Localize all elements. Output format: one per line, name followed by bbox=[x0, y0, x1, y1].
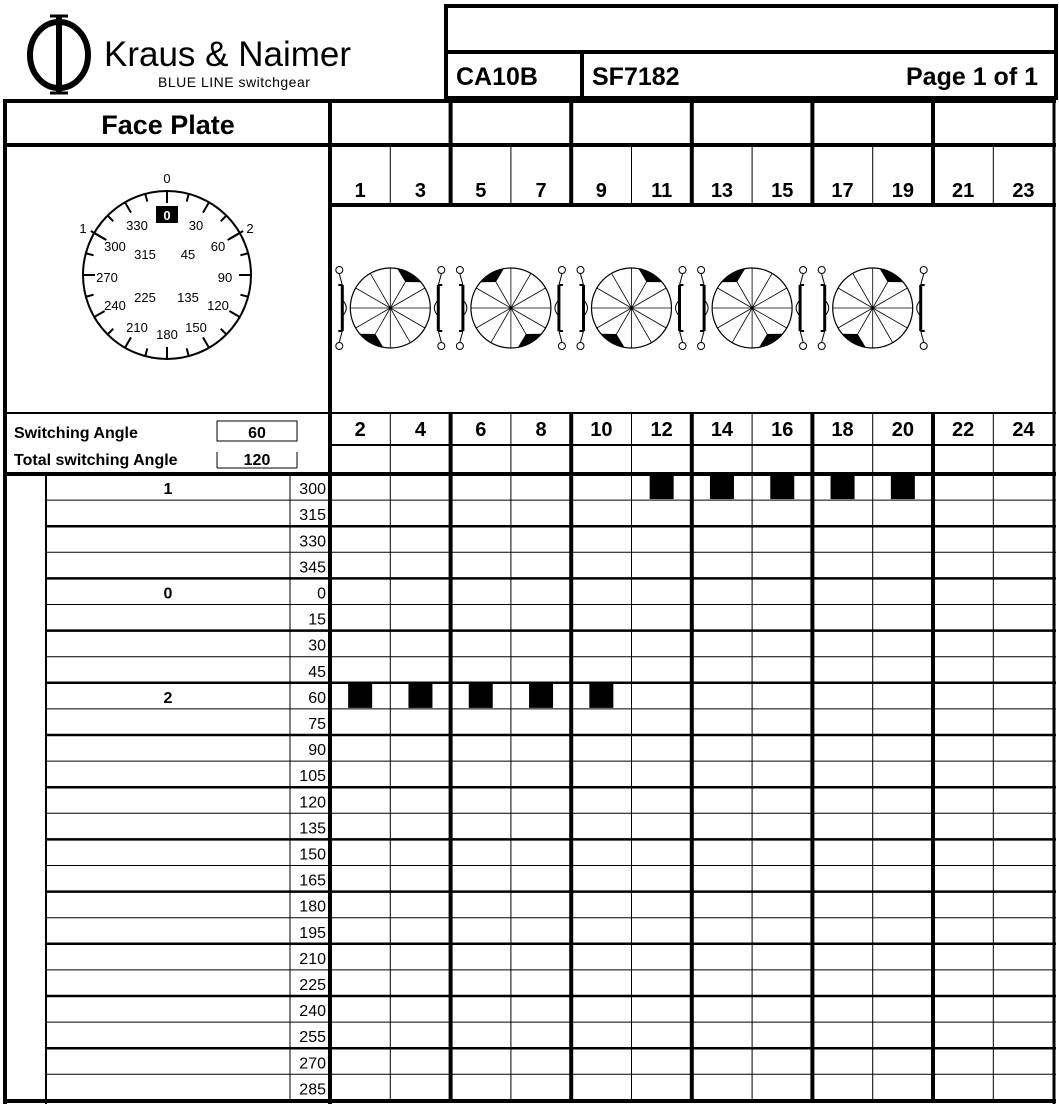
terminal-bottom-6: 6 bbox=[475, 419, 487, 441]
dial-angle-30: 30 bbox=[188, 218, 204, 233]
terminal-bottom-16: 16 bbox=[771, 419, 794, 441]
dial-angle-60: 60 bbox=[210, 239, 226, 254]
dial-position-2: 2 bbox=[246, 221, 254, 236]
terminal-ring bbox=[800, 267, 807, 274]
contact-lead bbox=[822, 274, 825, 285]
header bbox=[0, 0, 1059, 100]
cam-spoke bbox=[632, 308, 667, 328]
terminal-ring bbox=[698, 267, 705, 274]
cam-spoke bbox=[597, 288, 632, 308]
cam-spoke bbox=[356, 288, 391, 308]
terminal-top-19: 19 bbox=[891, 180, 914, 202]
cam-spoke bbox=[717, 288, 752, 308]
face-plate-dial bbox=[79, 171, 253, 359]
contact-lead bbox=[921, 274, 924, 285]
model-number: CA10B bbox=[456, 63, 538, 91]
terminal-top-1: 1 bbox=[354, 180, 366, 202]
total-switching-angle-label: Total switching Angle bbox=[14, 452, 178, 469]
contact-diagram-1 bbox=[336, 267, 445, 350]
cam-spoke bbox=[732, 308, 752, 343]
cam-spoke bbox=[511, 288, 546, 308]
closed-contact-mark-60-col-1 bbox=[348, 684, 372, 708]
dial-tick bbox=[221, 216, 227, 222]
switching-angle-label: Switching Angle bbox=[14, 425, 138, 442]
dial-position-labels bbox=[79, 171, 253, 236]
dial-angle-330: 330 bbox=[126, 218, 148, 233]
dial-tick bbox=[203, 202, 209, 212]
cam-notch bbox=[721, 269, 745, 283]
cam-spoke bbox=[632, 308, 652, 343]
row-angle-0: 0 bbox=[317, 585, 326, 603]
contact-lead bbox=[559, 331, 562, 342]
contact-diagram-4 bbox=[698, 267, 807, 350]
terminal-top-3: 3 bbox=[414, 180, 427, 202]
row-angle-15: 15 bbox=[308, 611, 326, 629]
closed-contact-mark-60-col-3 bbox=[408, 684, 432, 708]
row-angle-270: 270 bbox=[299, 1055, 326, 1073]
cam-notch bbox=[601, 334, 625, 348]
contact-lead bbox=[581, 331, 584, 342]
terminal-ring bbox=[698, 343, 705, 350]
cam-spoke bbox=[390, 308, 425, 328]
closed-contact-mark-60-col-5 bbox=[469, 684, 493, 708]
terminal-ring bbox=[679, 343, 686, 350]
contact-lead bbox=[339, 331, 342, 342]
dial-tick bbox=[221, 329, 227, 335]
dial-angle-150: 150 bbox=[185, 320, 207, 335]
terminal-bottom-10: 10 bbox=[590, 419, 613, 441]
row-angle-255: 255 bbox=[299, 1029, 326, 1047]
cam-spoke bbox=[873, 308, 908, 328]
terminal-ring bbox=[920, 267, 927, 274]
dial-angle-45: 45 bbox=[180, 247, 196, 262]
row-angle-45: 45 bbox=[308, 663, 326, 681]
closed-contact-mark-300-col-13 bbox=[710, 475, 734, 499]
contact-lead bbox=[800, 331, 803, 342]
dial-tick bbox=[203, 337, 209, 347]
row-angle-315: 315 bbox=[299, 507, 326, 525]
row-position-2: 2 bbox=[163, 689, 173, 707]
dial-angle-210: 210 bbox=[126, 320, 148, 335]
cam-notch bbox=[759, 334, 783, 348]
row-angle-180: 180 bbox=[299, 898, 326, 916]
row-position-0: 0 bbox=[163, 585, 173, 603]
contact-lead bbox=[680, 274, 683, 285]
row-angle-120: 120 bbox=[299, 794, 326, 812]
frame bbox=[3, 101, 1056, 1104]
cam-spoke bbox=[511, 308, 546, 328]
closed-contact-mark-300-col-11 bbox=[650, 475, 674, 499]
cam-spoke bbox=[491, 308, 511, 343]
contact-lead bbox=[438, 274, 441, 285]
contact-lead bbox=[438, 331, 441, 342]
cam-notch bbox=[480, 269, 504, 283]
cam-notch bbox=[842, 334, 866, 348]
row-angle-300: 300 bbox=[299, 481, 326, 499]
row-angle-345: 345 bbox=[299, 559, 326, 577]
terminal-ring bbox=[456, 267, 463, 274]
cam-spoke bbox=[752, 273, 772, 308]
terminal-top-15: 15 bbox=[771, 180, 794, 202]
dial-tick bbox=[86, 253, 94, 255]
cam-spoke bbox=[873, 288, 908, 308]
terminal-top-7: 7 bbox=[535, 180, 547, 202]
terminal-top-23: 23 bbox=[1012, 180, 1035, 202]
dial-tick bbox=[187, 194, 189, 202]
terminal-top-21: 21 bbox=[952, 180, 975, 202]
terminal-top-13: 13 bbox=[710, 180, 734, 202]
dial-tick bbox=[86, 295, 94, 297]
contact-diagram-3 bbox=[577, 267, 686, 350]
row-angle-60: 60 bbox=[308, 689, 326, 707]
cam-spoke bbox=[752, 308, 787, 328]
dial-tick bbox=[229, 311, 239, 317]
closed-contact-mark-300-col-17 bbox=[831, 475, 855, 499]
terminal-ring bbox=[577, 343, 584, 350]
contact-lead bbox=[701, 331, 704, 342]
row-angle-195: 195 bbox=[299, 924, 326, 942]
cam-spoke bbox=[873, 308, 893, 343]
closed-contact-mark-60-col-9 bbox=[589, 684, 613, 708]
row-angle-330: 330 bbox=[299, 533, 326, 551]
terminal-grid bbox=[390, 101, 993, 1101]
dial-angle-135: 135 bbox=[177, 290, 199, 305]
terminal-bottom-2: 2 bbox=[354, 419, 366, 441]
terminal-ring bbox=[679, 267, 686, 274]
cam-spoke bbox=[390, 308, 410, 343]
drawing-number: SF7182 bbox=[592, 63, 680, 91]
dial-tick bbox=[187, 348, 189, 356]
terminal-bottom-14: 14 bbox=[710, 419, 734, 441]
row-angle-285: 285 bbox=[299, 1081, 326, 1099]
row-angle-210: 210 bbox=[299, 950, 326, 968]
terminal-bottom-20: 20 bbox=[891, 419, 914, 441]
dial-tick bbox=[240, 253, 248, 255]
cam-notch bbox=[518, 334, 542, 348]
cam-notch bbox=[880, 269, 904, 283]
dial-angle-300: 300 bbox=[104, 239, 126, 254]
switching-angle-block bbox=[14, 421, 297, 469]
contact-lead bbox=[800, 274, 803, 285]
face-plate-title: Face Plate bbox=[101, 110, 235, 140]
contact-lead bbox=[680, 331, 683, 342]
terminal-ring bbox=[920, 343, 927, 350]
angle-rows bbox=[46, 474, 1056, 1100]
cam-spoke bbox=[511, 273, 531, 308]
row-angle-30: 30 bbox=[308, 637, 326, 655]
dial-angle-240: 240 bbox=[104, 298, 126, 313]
cam-notch bbox=[397, 269, 421, 283]
dial-angle-120: 120 bbox=[207, 298, 229, 313]
terminal-top-17: 17 bbox=[831, 180, 854, 202]
cam-spoke bbox=[597, 308, 632, 328]
dial-angle-225: 225 bbox=[134, 290, 156, 305]
terminal-ring bbox=[438, 267, 445, 274]
dial-angle-labels bbox=[96, 218, 232, 342]
cam-spoke bbox=[752, 288, 787, 308]
row-angle-165: 165 bbox=[299, 872, 326, 890]
switching-angle-value: 60 bbox=[248, 425, 266, 442]
terminal-top-11: 11 bbox=[651, 180, 673, 202]
contact-lead bbox=[701, 274, 704, 285]
closed-contact-mark-60-col-7 bbox=[529, 684, 553, 708]
cam-spoke bbox=[717, 308, 752, 328]
terminal-bottom-22: 22 bbox=[952, 419, 975, 441]
cam-spoke bbox=[838, 308, 873, 328]
dial-tick bbox=[145, 348, 147, 356]
terminal-ring bbox=[558, 343, 565, 350]
contact-lead bbox=[921, 331, 924, 342]
dial-angle-270: 270 bbox=[96, 270, 118, 285]
dial-tick bbox=[108, 216, 114, 222]
terminal-bottom-24: 24 bbox=[1012, 419, 1035, 441]
cam-spoke bbox=[476, 308, 511, 328]
row-angle-90: 90 bbox=[308, 742, 326, 760]
row-angle-225: 225 bbox=[299, 977, 326, 994]
row-angle-240: 240 bbox=[299, 1003, 326, 1021]
dial-tick bbox=[145, 194, 147, 202]
cam-spoke bbox=[853, 273, 873, 308]
terminal-bottom-12: 12 bbox=[650, 419, 673, 441]
contact-diagram-2 bbox=[456, 267, 565, 350]
terminal-bottom-4: 4 bbox=[414, 419, 427, 441]
cam-spoke bbox=[838, 288, 873, 308]
terminal-ring bbox=[438, 343, 445, 350]
terminal-top-5: 5 bbox=[475, 180, 487, 202]
cam-notch bbox=[360, 334, 384, 348]
terminal-ring bbox=[800, 343, 807, 350]
cam-spoke bbox=[390, 288, 425, 308]
contact-lead bbox=[822, 331, 825, 342]
terminal-ring bbox=[336, 267, 343, 274]
row-position-1: 1 bbox=[163, 481, 173, 499]
terminal-ring bbox=[818, 343, 825, 350]
dial-angle-90: 90 bbox=[217, 270, 233, 285]
dial-angle-180: 180 bbox=[156, 327, 178, 342]
total-switching-angle-value: 120 bbox=[243, 452, 271, 469]
closed-contact-mark-300-col-15 bbox=[770, 475, 794, 499]
contact-lead bbox=[339, 274, 342, 285]
brand-subtitle: BLUE LINE switchgear bbox=[158, 74, 311, 90]
terminal-ring bbox=[558, 267, 565, 274]
dial-angle-315: 315 bbox=[134, 247, 156, 262]
cam-spoke bbox=[612, 273, 632, 308]
dial-tick bbox=[125, 337, 131, 347]
terminal-ring bbox=[336, 343, 343, 350]
contact-lead bbox=[581, 274, 584, 285]
dial-position-0: 0 bbox=[163, 171, 171, 186]
row-angle-75: 75 bbox=[308, 716, 326, 733]
contact-lead bbox=[460, 274, 463, 285]
cam-spoke bbox=[356, 308, 391, 328]
closed-contact-mark-300-col-19 bbox=[891, 475, 915, 499]
cam-notch bbox=[638, 269, 662, 283]
contact-diagrams bbox=[336, 267, 927, 350]
page-indicator: Page 1 of 1 bbox=[906, 63, 1038, 91]
row-angle-135: 135 bbox=[299, 820, 326, 838]
terminal-bottom-18: 18 bbox=[831, 419, 854, 441]
terminal-bottom-8: 8 bbox=[535, 419, 547, 441]
terminal-ring bbox=[577, 267, 584, 274]
terminal-ring bbox=[818, 267, 825, 274]
terminal-top-9: 9 bbox=[595, 180, 607, 202]
dial-tick bbox=[125, 202, 131, 212]
cam-spoke bbox=[632, 288, 667, 308]
cam-spoke bbox=[370, 273, 390, 308]
dial-active-position-label: 0 bbox=[163, 208, 171, 223]
dial-position-1: 1 bbox=[79, 221, 87, 236]
cam-spoke bbox=[476, 288, 511, 308]
row-angle-105: 105 bbox=[299, 768, 326, 786]
row-angle-150: 150 bbox=[299, 846, 326, 864]
dial-tick bbox=[108, 329, 114, 335]
dial-tick bbox=[240, 295, 248, 297]
contact-lead bbox=[559, 274, 562, 285]
contact-lead bbox=[460, 331, 463, 342]
terminal-ring bbox=[456, 343, 463, 350]
dial-tick bbox=[94, 311, 104, 317]
contact-diagram-5 bbox=[818, 267, 927, 350]
brand-name: Kraus & Naimer bbox=[104, 35, 352, 74]
